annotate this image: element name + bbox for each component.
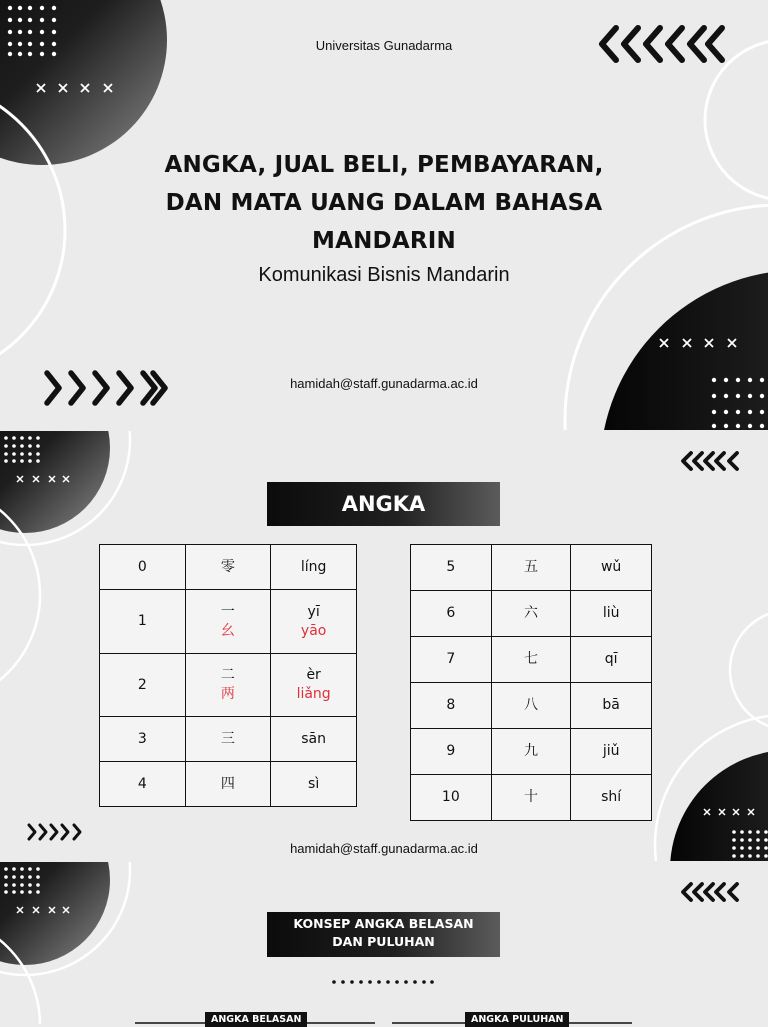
pinyin-cell: jiǔ [571, 729, 652, 775]
pinyin-cell: liù [571, 591, 652, 637]
hanzi-cell: 九 [491, 729, 571, 775]
page-title [0, 146, 768, 260]
mid-left-chevrons-icon [29, 825, 80, 839]
dotted-divider [332, 980, 434, 984]
pinyin-cell: wǔ [571, 545, 652, 591]
number-cell: 1 [100, 590, 186, 654]
number-cell: 6 [411, 591, 492, 637]
title-line: MANDARIN [312, 228, 456, 254]
hanzi-cell: 零 [185, 545, 271, 590]
number-cell: 10 [411, 775, 492, 821]
table-row [100, 590, 357, 654]
number-cell: 0 [100, 545, 186, 590]
numbers-table-0-4 [99, 544, 357, 807]
mid-right-chevrons-icon [683, 453, 737, 469]
author-email[interactable]: hamidah@staff.gunadarma.ac.id [290, 376, 478, 391]
title-line: ANGKA, JUAL BELI, PEMBAYARAN, [164, 152, 604, 178]
author-email-footer[interactable]: hamidah@staff.gunadarma.ac.id [290, 841, 478, 856]
hanzi-alt: 幺 [220, 622, 235, 639]
konsep-title-line: KONSEP ANGKA BELASAN [293, 916, 474, 931]
table-row [411, 683, 652, 729]
hanzi-alt: 两 [220, 686, 235, 702]
label-angka-belasan: ANGKA BELASAN [205, 1012, 307, 1027]
hanzi-main: 一 [220, 603, 235, 620]
hanzi-cell: 三 [185, 717, 271, 762]
table-row [100, 762, 357, 807]
table-row [411, 591, 652, 637]
number-cell: 3 [100, 717, 186, 762]
table-row [100, 717, 357, 762]
mid-right-blob [655, 610, 768, 990]
number-cell: 2 [100, 654, 186, 717]
pinyin-cell [271, 590, 357, 654]
pinyin-cell: sì [271, 762, 357, 807]
table-row [100, 545, 357, 590]
hanzi-cell [185, 654, 271, 717]
label-angka-puluhan: ANGKA PULUHAN [465, 1012, 569, 1027]
pinyin-main: èr [306, 667, 321, 683]
pinyin-cell [271, 654, 357, 717]
konsep-title-line: DAN PULUHAN [332, 934, 435, 949]
table-row [411, 545, 652, 591]
hanzi-cell: 五 [491, 545, 571, 591]
table-row [411, 637, 652, 683]
pinyin-cell: qī [571, 637, 652, 683]
number-cell: 5 [411, 545, 492, 591]
pinyin-alt: yāo [300, 622, 327, 639]
number-cell: 8 [411, 683, 492, 729]
hanzi-cell: 十 [491, 775, 571, 821]
hanzi-cell: 七 [491, 637, 571, 683]
pinyin-alt: liǎng [296, 686, 331, 702]
table-row [411, 775, 652, 821]
number-cell: 4 [100, 762, 186, 807]
table-row [100, 654, 357, 717]
bottom-right-chevrons-icon [683, 884, 737, 900]
page-subtitle: Komunikasi Bisnis Mandarin [258, 264, 510, 286]
hanzi-cell: 八 [491, 683, 571, 729]
hanzi-cell [185, 590, 271, 654]
university-name: Universitas Gunadarma [315, 38, 453, 53]
number-cell: 9 [411, 729, 492, 775]
pinyin-cell: shí [571, 775, 652, 821]
pinyin-cell: líng [271, 545, 357, 590]
pinyin-main: yī [307, 603, 320, 620]
hanzi-cell: 六 [491, 591, 571, 637]
hanzi-cell: 四 [185, 762, 271, 807]
pinyin-cell: bā [571, 683, 652, 729]
hanzi-main: 二 [220, 667, 235, 683]
numbers-table-5-10 [410, 544, 652, 821]
number-cell: 7 [411, 637, 492, 683]
title-line: DAN MATA UANG DALAM BAHASA [165, 190, 603, 216]
pinyin-cell: sān [271, 717, 357, 762]
table-row [411, 729, 652, 775]
section-title-konsep [267, 912, 500, 957]
section-title-angka: ANGKA [267, 482, 500, 526]
